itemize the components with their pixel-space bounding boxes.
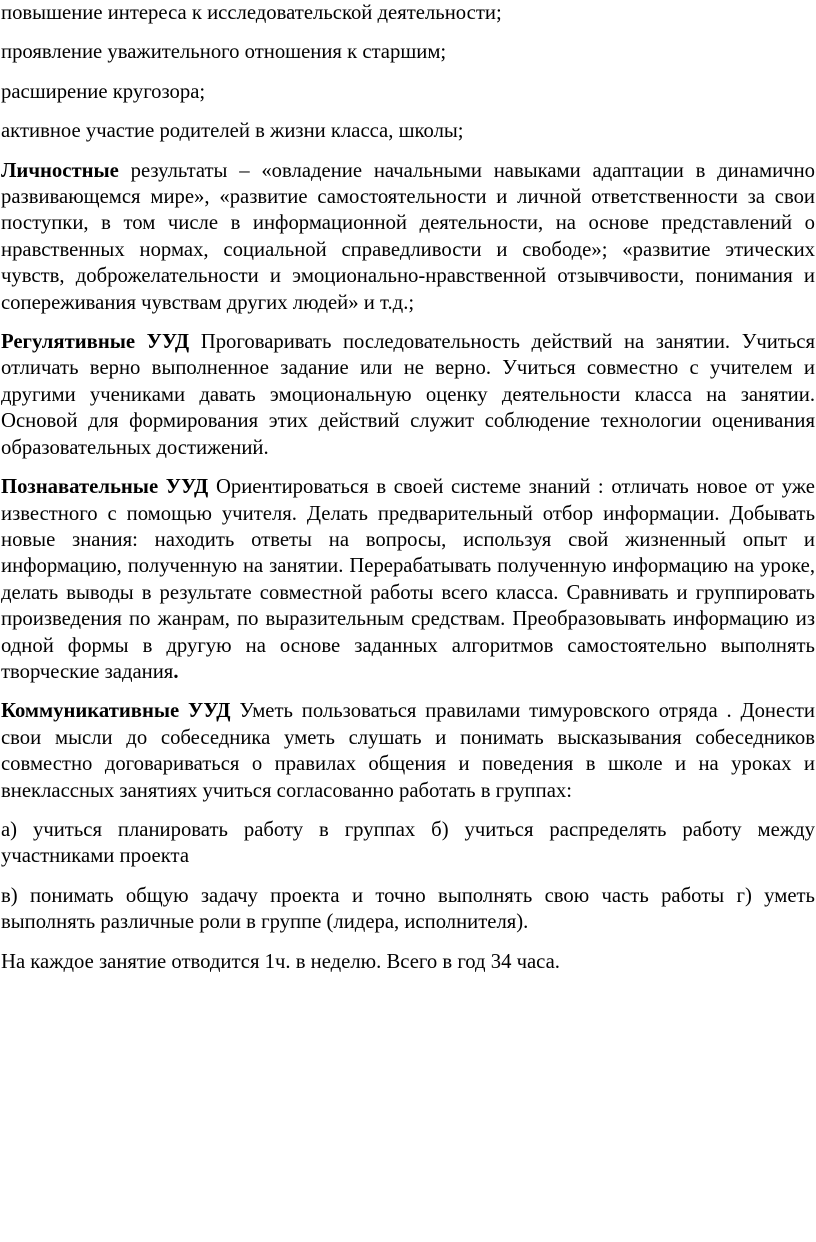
list-item-a-b: а) учиться планировать работу в группах б) учиться распределять работу между участниками проекта bbox=[1, 818, 815, 868]
section-communicative-heading: Коммуникативные УУД bbox=[1, 700, 231, 723]
item-research-interest: повышение интереса к исследовательской деятельности; bbox=[1, 2, 502, 24]
section-regulatory-heading: Регулятивные УУД bbox=[1, 331, 190, 354]
list-item-v-g: в) понимать общую задачу проекта и точно выполнять свою часть работы г) уметь выполнять различные роли в группе (лидера, исполнителя). bbox=[1, 884, 815, 934]
footer-hours-note: На каждое занятие отводится 1ч. в неделю. Всего в год 34 часа. bbox=[1, 950, 560, 973]
section-regulatory bbox=[1, 329, 815, 461]
section-cognitive-text: Ориентироваться в своей системе знаний : отличать новое от уже известного с помощью учителя. Делать предварительный отбор информации. Добывать новые знания: находить ответы на вопросы, используя свой жизненный опыт и информацию, полученную на занятии. Перерабатывать полученную информацию на уроке, делать выводы в результате совместной работы всего класса. Сравнивать и группировать произведения по жанрам, по выразительным средствам. Преобразовывать информацию из одной формы в другую на основе заданных алгоритмов самостоятельно выполнять творческие задания bbox=[1, 476, 815, 683]
section-communicative-text: Уметь пользоваться правилами тимуровского отряда . Донести свои мысли до собеседника уметь слушать и понимать высказывания собеседников совместно договариваться о правилах общения и поведения в школе и на уроках и внеклассных занятиях учиться согласованно работать в группах: bbox=[1, 700, 815, 802]
item-broaden-horizons: расширение кругозора; bbox=[1, 80, 206, 103]
item-parents-participation: активное участие родителей в жизни класса, школы; bbox=[1, 120, 464, 143]
item-respect-elders: проявление уважительного отношения к старшим; bbox=[1, 41, 447, 64]
section-communicative bbox=[1, 698, 815, 804]
section-personal-text: результаты – «овладение начальными навыками адаптации в динамично развивающемся мире», «развитие самостоятельности и личной ответственности за свои поступки, в том числе в информационной деятельности, на основе представлений о нравственных нормах, социальной справедливости и свободе»; «развитие этических чувств, доброжелательности и эмоционально-нравственной отзывчивости, понимания и сопереживания чувствам других людей» и т.д.; bbox=[1, 159, 815, 314]
section-cognitive-heading: Познавательные УУД bbox=[1, 476, 209, 499]
section-personal-heading: Личностные bbox=[1, 159, 119, 182]
section-cognitive bbox=[1, 474, 815, 685]
section-personal bbox=[1, 158, 815, 316]
section-cognitive-end: . bbox=[173, 660, 179, 683]
section-regulatory-text: Проговаривать последовательность действий на занятии. Учиться отличать верно выполненное задание или не верно. Учиться совместно с учителем и другими учениками давать эмоциональную оценку деятельности класса на занятии. Основой для формирования этих действий служит соблюдение технологии оценивания образовательных достижений. bbox=[1, 331, 815, 459]
